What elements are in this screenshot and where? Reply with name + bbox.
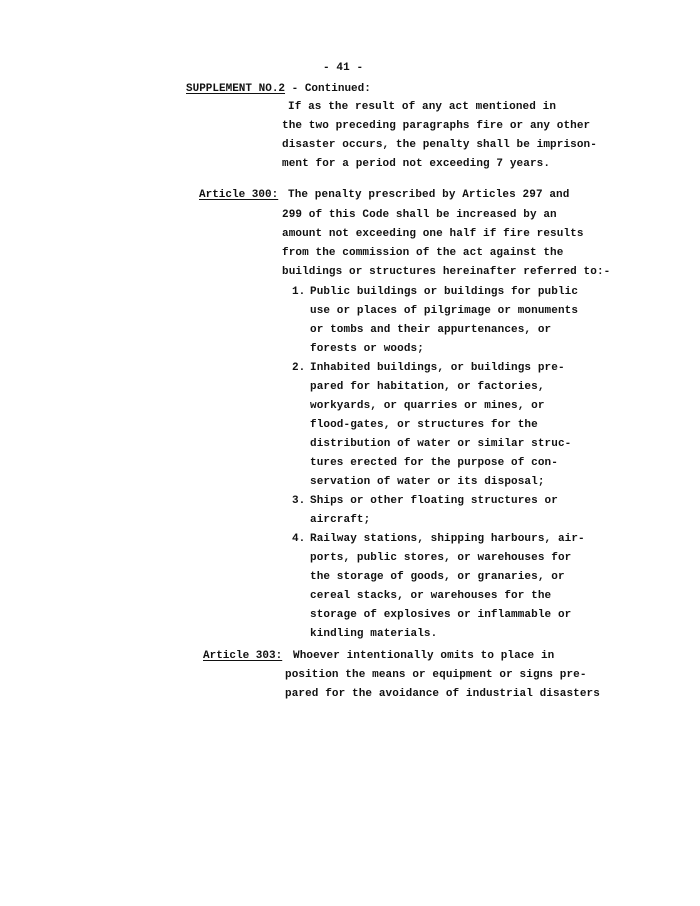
page-number: - 41 - [323, 62, 364, 74]
supplement-suffix: - Continued: [285, 83, 371, 95]
article-300-label: Article 300: [199, 189, 279, 201]
article-300-line: amount not exceeding one half if fire results [282, 228, 584, 240]
list-item-line: ports, public stores, or warehouses for [310, 552, 572, 564]
list-item-line: Public buildings or buildings for public [310, 286, 579, 298]
article-303-line: Whoever intentionally omits to place in [293, 650, 555, 662]
list-item-number: 2. [292, 362, 306, 374]
list-item-line: use or places of pilgrimage or monuments [310, 305, 579, 317]
list-item-line: forests or woods; [310, 343, 424, 355]
list-item-line: storage of explosives or inflammable or [310, 609, 572, 621]
list-item-number: 3. [292, 495, 306, 507]
list-item-number: 4. [292, 533, 306, 545]
intro-line: If as the result of any act mentioned in [288, 101, 557, 113]
list-item-line: pared for habitation, or factories, [310, 381, 545, 393]
intro-line: ment for a period not exceeding 7 years. [282, 158, 551, 170]
supplement-heading [186, 82, 371, 96]
intro-line: the two preceding paragraphs fire or any other [282, 120, 591, 132]
article-300-line: The penalty prescribed by Articles 297 and [288, 189, 570, 201]
list-item-line: servation of water or its disposal; [310, 476, 545, 488]
list-item-line: flood-gates, or structures for the [310, 419, 538, 431]
list-item-line: Railway stations, shipping harbours, air- [310, 533, 585, 545]
article-300-line: buildings or structures hereinafter referred to:- [282, 266, 611, 278]
article-303-label: Article 303: [203, 650, 283, 662]
article-303-line: pared for the avoidance of industrial disasters [285, 688, 600, 700]
list-item-line: workyards, or quarries or mines, or [310, 400, 545, 412]
list-item-number: 1. [292, 286, 306, 298]
list-item-line: kindling materials. [310, 628, 438, 640]
article-303-line: position the means or equipment or signs pre- [285, 669, 587, 681]
list-item-line: Inhabited buildings, or buildings pre- [310, 362, 565, 374]
list-item-line: aircraft; [310, 514, 371, 526]
list-item-line: distribution of water or similar struc- [310, 438, 572, 450]
article-300-line: from the commission of the act against the [282, 247, 564, 259]
supplement-label: SUPPLEMENT NO.2 [186, 83, 286, 95]
list-item-line: cereal stacks, or warehouses for the [310, 590, 552, 602]
list-item-line: tures erected for the purpose of con- [310, 457, 558, 469]
list-item-line: the storage of goods, or granaries, or [310, 571, 565, 583]
article-300-line: 299 of this Code shall be increased by an [282, 209, 557, 221]
intro-line: disaster occurs, the penalty shall be imprison- [282, 139, 597, 151]
list-item-line: or tombs and their appurtenances, or [310, 324, 552, 336]
list-item-line: Ships or other floating structures or [310, 495, 558, 507]
